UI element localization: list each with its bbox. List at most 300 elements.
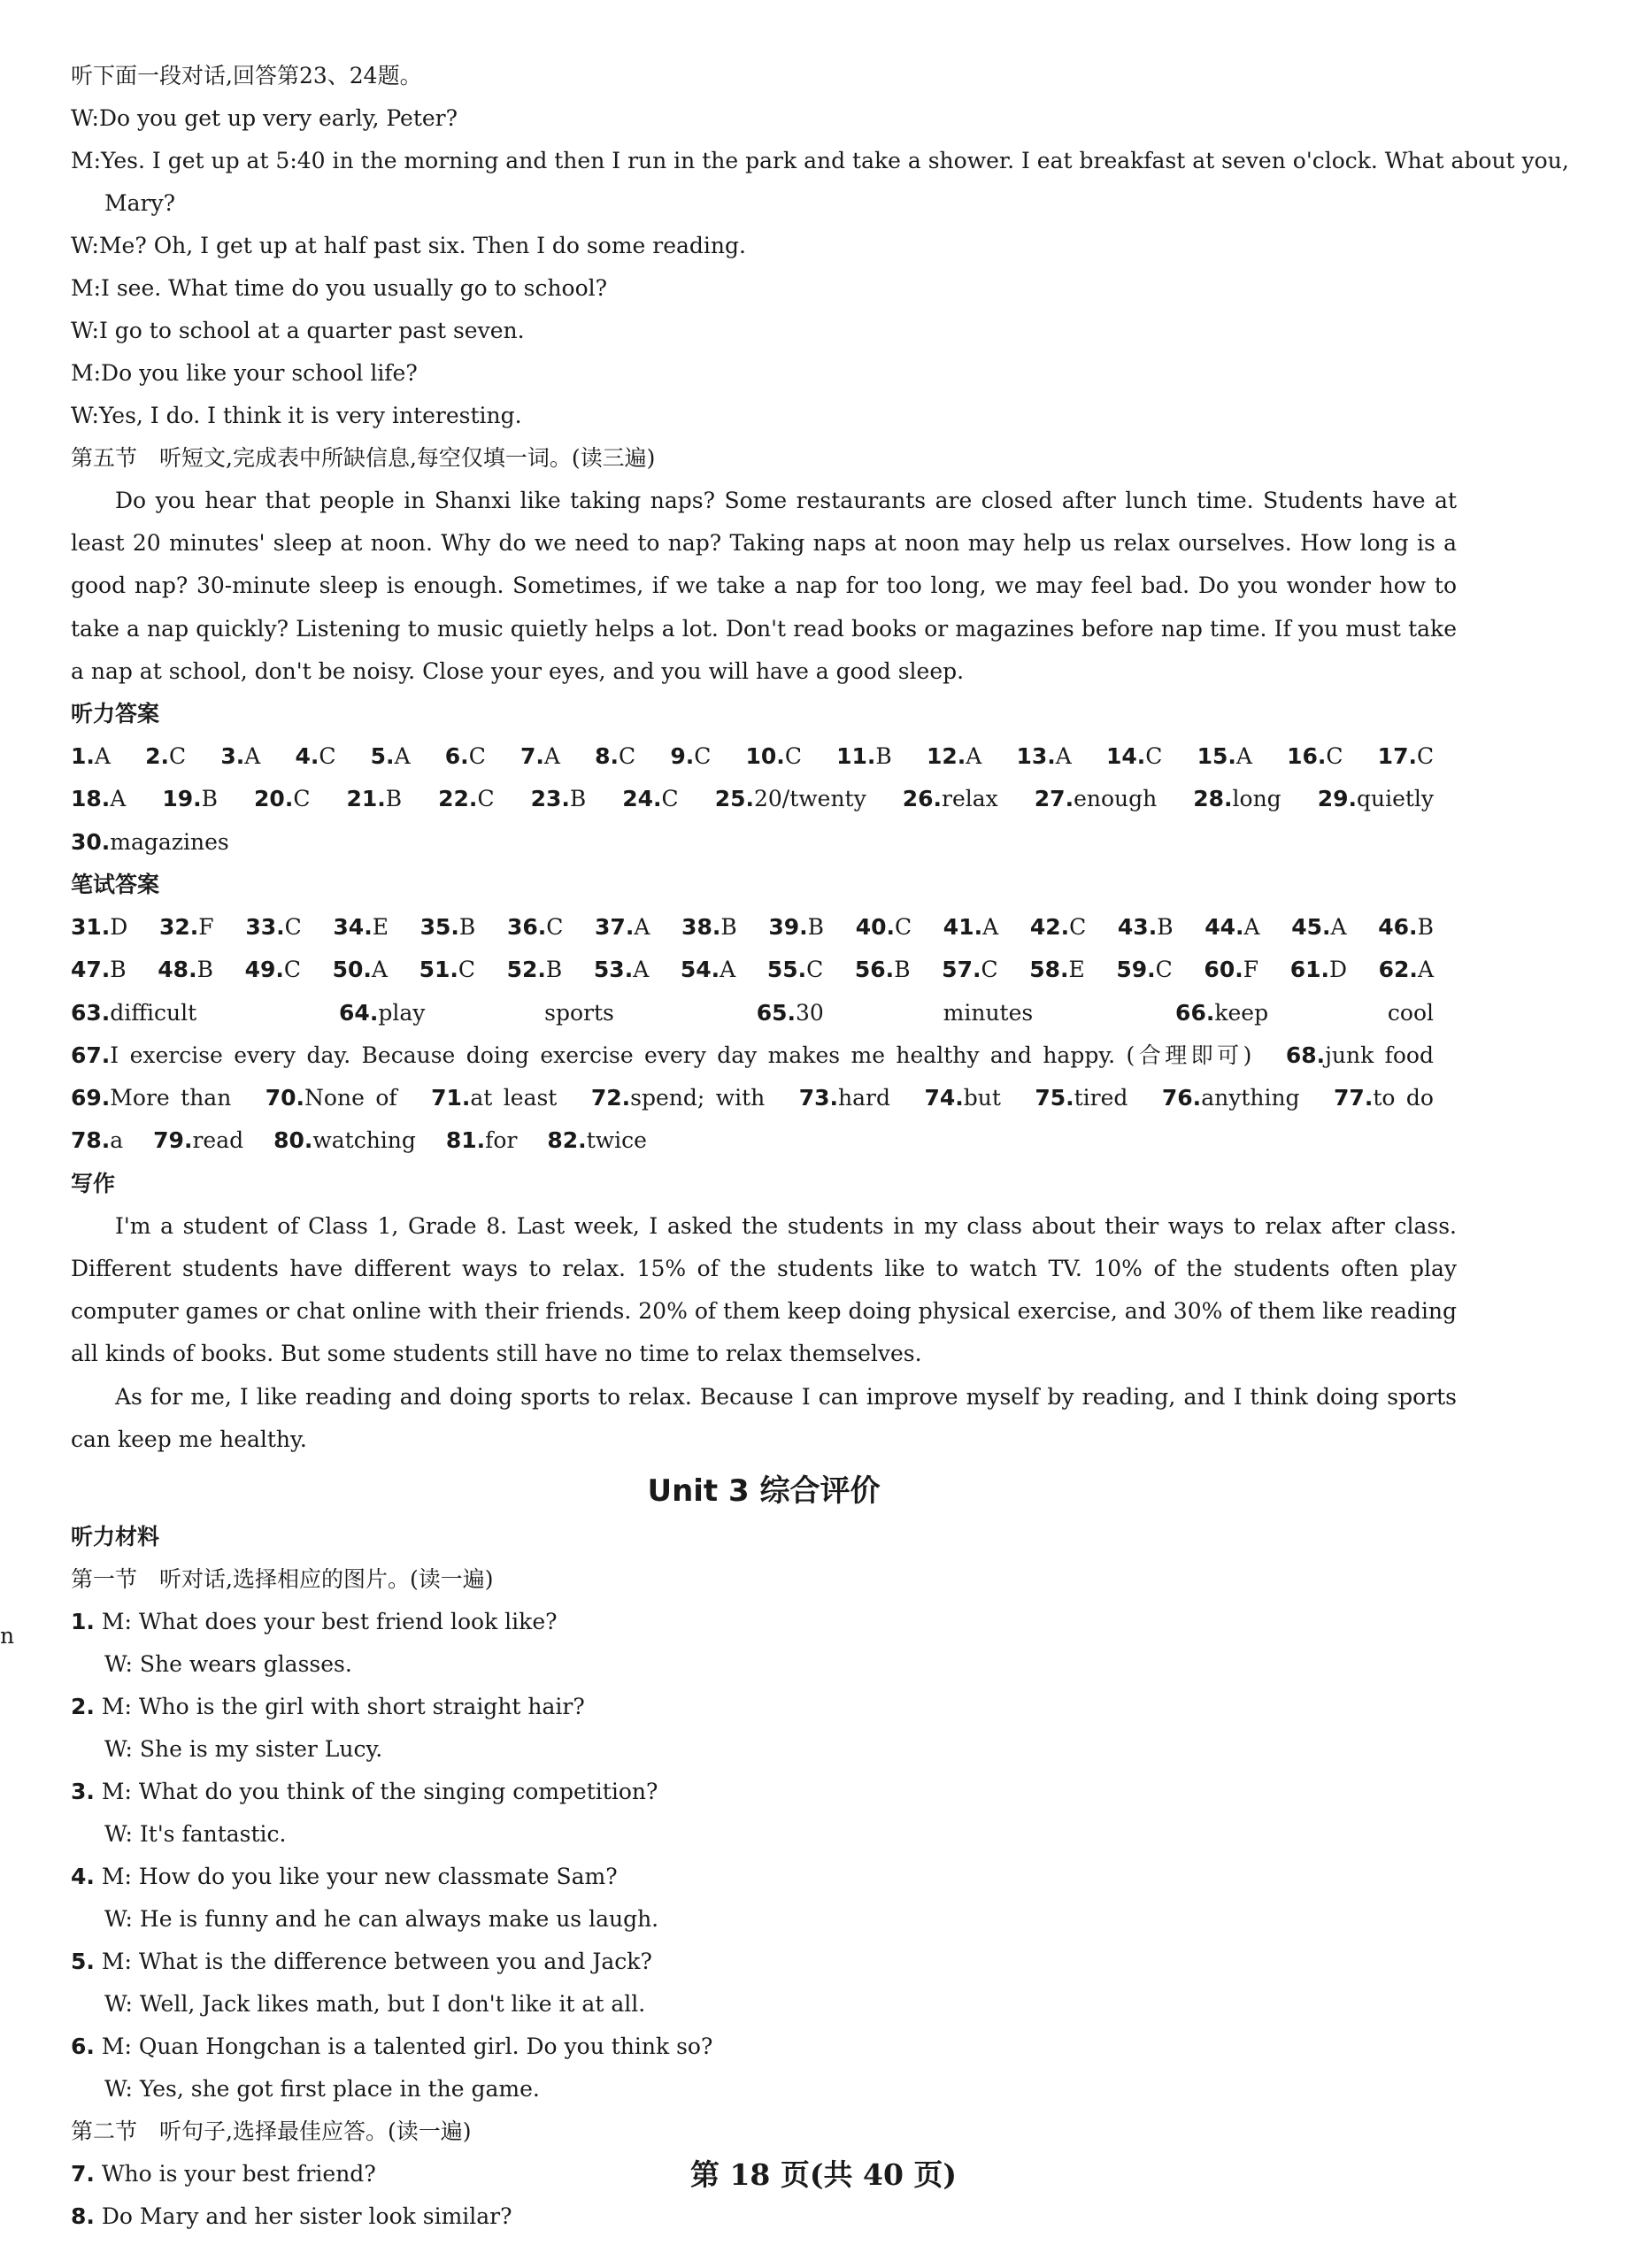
answer-item (1291, 914, 1346, 940)
answer-value: C (1326, 743, 1343, 770)
answer-item (420, 914, 476, 940)
answer-item (346, 786, 402, 811)
section5-passage: Do you hear that people in Shanxi like taking naps? Some restaurants are closed after lunch time. Students have at least 20 minutes' sleep at noon. Why do we need to nap? Taking naps at noon may help us relax ourselves. How long is a good nap? 30-minute sleep is enough. Sometimes, if we take a nap for too long, we may feel bad. Do you wonder how to take a nap quickly? Listening to music quietly helps a lot. Don't read books or magazines before nap time. If you must take a nap at school, don't be noisy. Close your eyes, and you will have a good sleep. (71, 488, 1457, 684)
answer-number: 47. (71, 957, 111, 983)
answer-number: 68. (1285, 1042, 1326, 1068)
answer-item (1193, 786, 1281, 811)
answer-value: C (293, 786, 311, 812)
answer-item (856, 914, 912, 940)
answer-item (670, 743, 711, 769)
answer-value: B (458, 913, 476, 940)
question-number: 1. (71, 1608, 95, 1634)
question-number: 6. (71, 2033, 95, 2059)
listening-answers-heading: 听力答案 (71, 701, 160, 727)
intro-instruction: 听下面一段对话,回答第23、24题。 (71, 63, 422, 88)
question-line (71, 1771, 1457, 1813)
answer-number: 33. (245, 913, 285, 940)
answer-value: A (94, 743, 111, 770)
answer-number: 5. (370, 743, 395, 770)
answer-number: 28. (1193, 786, 1233, 812)
answer-value: C (468, 743, 486, 770)
answer-number: 80. (273, 1127, 313, 1154)
written-answers (71, 906, 1457, 1163)
question-number: 3. (71, 1778, 95, 1804)
answer-item (903, 786, 998, 811)
answer-item (715, 786, 866, 811)
answer-item (371, 743, 411, 769)
answer-value: tired (1074, 1085, 1128, 1111)
answer-number: 49. (244, 957, 284, 983)
answer-item (431, 1085, 557, 1111)
answer-item (1204, 957, 1258, 982)
answer-item (295, 743, 335, 769)
writing-paragraph-2: As for me, I like reading and doing sports to relax. Because I can improve myself by reading, and I think doing sports can keep me healthy. (71, 1383, 1457, 1452)
answer-item (333, 957, 388, 982)
answer-item (1035, 1085, 1128, 1111)
answer-item (507, 914, 563, 940)
answer-number: 2. (145, 743, 170, 770)
question-text: Who is your best friend? (94, 2160, 376, 2187)
answer-value: long (1232, 786, 1281, 812)
answer-item (836, 743, 892, 769)
answer-value: but (963, 1085, 1001, 1111)
answer-value: B (1417, 913, 1434, 940)
section1-item (71, 1856, 1457, 1941)
answer-number: 16. (1287, 743, 1327, 770)
question-number: 2. (71, 1693, 95, 1719)
answer-value: I exercise every day. Because doing exercise every day makes me healthy and happy. (合理即可) (110, 1042, 1252, 1068)
answer-value: C (169, 743, 187, 770)
answer-number: 29. (1317, 786, 1357, 812)
answer-number: 31. (71, 913, 111, 940)
answer-number: 32. (159, 913, 199, 940)
answer-item (71, 743, 111, 769)
answer-number: 74. (924, 1085, 964, 1111)
answer-number: 19. (162, 786, 202, 812)
answer-value: E (1068, 957, 1085, 983)
answer-number: 7. (519, 743, 544, 770)
answer-number: 4. (295, 743, 319, 770)
answer-item (1162, 1085, 1300, 1111)
answer-value: A (394, 743, 411, 770)
writing-heading: 写作 (71, 1170, 116, 1196)
answer-item (1035, 786, 1157, 811)
answer-item (419, 957, 475, 982)
answer-item (927, 743, 981, 769)
answer-value: relax (942, 786, 998, 812)
answer-number: 14. (1105, 743, 1146, 770)
answer-value: read (192, 1127, 244, 1154)
answer-value: anything (1201, 1085, 1300, 1111)
answer-line: W: He is funny and he can always make us laugh. (104, 1905, 659, 1932)
answer-item (595, 914, 650, 940)
answer-value: A (982, 913, 999, 940)
answer-value: C (784, 743, 802, 770)
answer-value: C (1155, 957, 1173, 983)
answer-item (943, 914, 998, 940)
answer-number: 55. (766, 957, 807, 983)
answer-number: 75. (1035, 1085, 1074, 1111)
question-line (71, 1856, 1457, 1898)
answer-number: 25. (714, 786, 754, 812)
answer-number: 77. (1334, 1085, 1374, 1111)
section1-item (71, 1941, 1457, 2026)
answer-number: 66. (1175, 999, 1215, 1026)
answer-number: 41. (943, 913, 983, 940)
answer-number: 81. (445, 1127, 486, 1154)
answer-value: C (694, 743, 712, 770)
section1-items (71, 1601, 1457, 2110)
answer-item (71, 786, 126, 811)
answer-value: A (244, 743, 261, 770)
answer-value: F (1243, 957, 1259, 983)
answer-value: enough (1074, 786, 1158, 812)
dialogue-line: M:Yes. I get up at 5:40 in the morning and then I run in the park and take a shower. I eat breakfast at seven o'clock. What about you, (71, 148, 1569, 173)
answer-value: 30 minutes (796, 999, 1034, 1026)
answer-item (71, 1127, 123, 1153)
question-number: 5. (71, 1948, 95, 1974)
answer-number: 10. (745, 743, 785, 770)
answer-item (245, 957, 301, 982)
answer-value: B (807, 913, 825, 940)
answer-item (1016, 743, 1071, 769)
section2-item (71, 2195, 1457, 2238)
question-number: 7. (71, 2160, 95, 2187)
answer-item (622, 786, 678, 811)
answer-item (71, 957, 127, 982)
answer-line: W: Yes, she got first place in the game. (104, 2075, 540, 2102)
answer-value: hard (838, 1085, 890, 1111)
answer-item (1029, 957, 1085, 982)
answer-item (438, 786, 494, 811)
answer-item (245, 914, 301, 940)
answer-item (1197, 743, 1252, 769)
answer-item (153, 1127, 243, 1153)
answer-number: 39. (768, 913, 808, 940)
answer-number: 61. (1289, 957, 1329, 983)
answer-value: A (110, 786, 127, 812)
dialogue-line-continued: Mary? (104, 190, 175, 216)
answer-value: 20/twenty (753, 786, 866, 812)
answer-item (159, 914, 214, 940)
answer-number: 15. (1197, 743, 1236, 770)
answer-item (768, 914, 824, 940)
answer-value: play sports (378, 999, 614, 1026)
answer-value: A (633, 957, 650, 983)
answer-value: C (1416, 743, 1435, 770)
page-content (71, 55, 1569, 2238)
answer-item (1318, 786, 1434, 811)
answer-line: W: She wears glasses. (104, 1650, 352, 1677)
answer-number: 50. (332, 957, 372, 983)
unit-title: Unit 3 综合评价 (647, 1472, 881, 1509)
answer-item (681, 914, 737, 940)
answer-value: A (1235, 743, 1252, 770)
answer-item (757, 1000, 1034, 1026)
answer-value: B (875, 743, 892, 770)
answer-number: 71. (431, 1085, 471, 1111)
answer-value: C (661, 786, 679, 812)
answer-number: 46. (1378, 913, 1418, 940)
answer-value: C (283, 957, 301, 983)
answer-number: 37. (595, 913, 635, 940)
answer-item (1116, 957, 1172, 982)
question-text: Do Mary and her sister look similar? (94, 2203, 512, 2229)
dialogue-line: W:I go to school at a quarter past seven. (71, 318, 525, 343)
answer-number: 62. (1378, 957, 1418, 983)
answer-item (1379, 957, 1434, 982)
page-footer: 第 18 页(共 40 页) (689, 2157, 958, 2192)
answer-value: A (966, 743, 982, 770)
section1-item (71, 1686, 1457, 1771)
answer-number: 1. (71, 743, 95, 770)
question-line (71, 2026, 1457, 2068)
answer-item (446, 1127, 518, 1153)
answer-number: 13. (1016, 743, 1056, 770)
answer-number: 38. (681, 913, 721, 940)
answer-value: A (1330, 913, 1347, 940)
answer-value: C (284, 913, 302, 940)
answer-item (1378, 914, 1434, 940)
answer-number: 64. (339, 999, 379, 1026)
answer-number: 73. (798, 1085, 839, 1111)
answer-number: 22. (438, 786, 478, 812)
answer-number: 53. (593, 957, 634, 983)
answer-value: quietly (1356, 786, 1435, 812)
answer-item (254, 786, 310, 811)
answer-number: 11. (836, 743, 876, 770)
answer-number: 45. (1291, 913, 1331, 940)
answer-value: C (806, 957, 824, 983)
answer-value: C (546, 913, 564, 940)
answer-item (594, 957, 649, 982)
answer-value: to do (1373, 1085, 1434, 1111)
answer-number: 43. (1117, 913, 1158, 940)
answer-number: 3. (220, 743, 245, 770)
answer-value: C (458, 957, 476, 983)
answer-value: difficult (110, 999, 197, 1026)
answer-item (1030, 914, 1086, 940)
answer-number: 67. (71, 1042, 111, 1068)
answer-value: C (1145, 743, 1163, 770)
edge-mark: n (0, 1623, 15, 1649)
answer-number: 69. (71, 1085, 111, 1111)
question-text: M: What is the difference between you and Jack? (94, 1948, 652, 1974)
answer-value: A (720, 957, 736, 983)
section1-instruction: 第一节 听对话,选择相应的图片。(读一遍) (71, 1565, 494, 1592)
answer-item (339, 1000, 614, 1026)
answer-number: 63. (71, 999, 111, 1026)
answer-item (71, 1085, 231, 1111)
answer-value: B (110, 957, 127, 983)
answer-value: C (895, 913, 912, 940)
dialogue-line: W:Yes, I do. I think it is very interesting. (71, 403, 522, 428)
question-number: 4. (71, 1863, 95, 1889)
answer-item (1118, 914, 1174, 940)
answer-item (591, 1085, 765, 1111)
dialogue-23-24 (71, 97, 1569, 437)
answer-number: 78. (71, 1127, 111, 1154)
question-text: M: How do you like your new classmate Sam? (94, 1863, 618, 1889)
answer-item (1290, 957, 1347, 982)
answer-value: B (569, 786, 587, 812)
answer-item (520, 743, 560, 769)
answer-number: 56. (854, 957, 895, 983)
answer-item (71, 829, 229, 855)
answer-number: 34. (333, 913, 373, 940)
answer-number: 35. (419, 913, 459, 940)
answer-number: 20. (254, 786, 294, 812)
answer-value: A (634, 913, 650, 940)
answer-number: 82. (547, 1127, 587, 1154)
answer-item (71, 1042, 1251, 1068)
answer-number: 59. (1116, 957, 1156, 983)
answer-item (1286, 1042, 1434, 1068)
section1-item (71, 1601, 1457, 1686)
answer-item (799, 1085, 890, 1111)
answer-item (746, 743, 802, 769)
answer-value: B (545, 957, 563, 983)
answer-value: keep cool (1214, 999, 1435, 1026)
answer-number: 23. (530, 786, 570, 812)
dialogue-line: W:Do you get up very early, Peter? (71, 105, 458, 131)
answer-item (1175, 1000, 1434, 1026)
answer-line: W: It's fantastic. (104, 1820, 287, 1847)
answer-item (333, 914, 389, 940)
answer-line: W: She is my sister Lucy. (104, 1735, 383, 1762)
answer-value: A (1055, 743, 1072, 770)
answer-number: 30. (71, 828, 111, 855)
answer-number: 76. (1161, 1085, 1202, 1111)
dialogue-line: M:I see. What time do you usually go to school? (71, 275, 608, 301)
answer-value: B (201, 786, 219, 812)
answer-value: B (894, 957, 911, 983)
listening-answers (71, 735, 1457, 864)
answer-number: 54. (680, 957, 720, 983)
answer-number: 72. (590, 1085, 631, 1111)
answer-item (220, 743, 260, 769)
dialogue-line: W:Me? Oh, I get up at half past six. Then I do some reading. (71, 233, 746, 258)
answer-number: 24. (622, 786, 662, 812)
dialogue-line: M:Do you like your school life? (71, 360, 418, 386)
answer-value: a (110, 1127, 124, 1154)
answer-item (547, 1127, 647, 1153)
section5-instruction: 第五节 听短文,完成表中所缺信息,每空仅填一词。(读三遍) (71, 445, 656, 471)
answer-number: 18. (71, 786, 111, 812)
answer-value: watching (312, 1127, 416, 1154)
answer-value: spend; with (630, 1085, 766, 1111)
answer-value: D (1328, 957, 1348, 983)
answer-number: 27. (1034, 786, 1074, 812)
answer-number: 26. (902, 786, 943, 812)
answer-value: C (319, 743, 336, 770)
answer-item (855, 957, 911, 982)
answer-item (1334, 1085, 1434, 1111)
answer-value: F (198, 913, 214, 940)
answer-item (924, 1085, 1000, 1111)
answer-number: 57. (942, 957, 981, 983)
answer-value: A (1243, 913, 1260, 940)
answer-value: None of (304, 1085, 397, 1111)
answer-item (266, 1085, 397, 1111)
answer-value: B (1157, 913, 1174, 940)
section2-instruction: 第二节 听句子,选择最佳应答。(读一遍) (71, 2118, 472, 2144)
written-answers-heading: 笔试答案 (71, 871, 160, 897)
answer-value: B (720, 913, 737, 940)
section1-item (71, 1771, 1457, 1856)
question-number: 8. (71, 2203, 95, 2229)
answer-number: 70. (265, 1085, 305, 1111)
question-line (71, 1941, 1457, 1983)
answer-value: A (543, 743, 560, 770)
answer-number: 51. (419, 957, 458, 983)
answer-item (681, 957, 735, 982)
answer-number: 21. (346, 786, 386, 812)
answer-item (767, 957, 823, 982)
answer-item (162, 786, 218, 811)
answer-item (1378, 743, 1434, 769)
answer-value: C (619, 743, 636, 770)
answer-item (445, 743, 486, 769)
answer-value: C (1069, 913, 1087, 940)
answer-number: 52. (506, 957, 546, 983)
answer-value: A (371, 957, 388, 983)
answer-value: for (485, 1127, 518, 1154)
section1-item (71, 2026, 1457, 2110)
answer-item (1287, 743, 1343, 769)
answer-number: 42. (1029, 913, 1070, 940)
answer-number: 58. (1029, 957, 1069, 983)
answer-item (595, 743, 635, 769)
question-line (71, 1686, 1457, 1728)
answer-value: B (385, 786, 403, 812)
answer-value: C (477, 786, 495, 812)
answer-number: 9. (670, 743, 695, 770)
answer-item (942, 957, 997, 982)
listening-material-heading: 听力材料 (71, 1523, 160, 1549)
answer-value: C (981, 957, 998, 983)
answer-number: 65. (756, 999, 797, 1026)
answer-number: 44. (1204, 913, 1244, 940)
answer-value: twice (586, 1127, 647, 1154)
answer-value: junk food (1325, 1042, 1434, 1068)
answer-number: 60. (1204, 957, 1243, 983)
question-line (71, 1601, 1457, 1643)
answer-item (158, 957, 213, 982)
answer-line: W: Well, Jack likes math, but I don't like it at all. (104, 1990, 646, 2017)
answer-value: E (372, 913, 389, 940)
answer-value: A (1417, 957, 1434, 983)
answer-number: 48. (158, 957, 197, 983)
answer-number: 12. (926, 743, 966, 770)
answer-number: 36. (506, 913, 547, 940)
answer-number: 40. (855, 913, 895, 940)
answer-value: More than (110, 1085, 232, 1111)
answer-item (71, 1000, 196, 1026)
answer-item (1106, 743, 1162, 769)
question-text: M: Quan Hongchan is a talented girl. Do you think so? (94, 2033, 713, 2059)
answer-number: 6. (444, 743, 469, 770)
answer-value: B (196, 957, 213, 983)
answer-item (145, 743, 186, 769)
answer-value: magazines (110, 828, 229, 855)
answer-item (1204, 914, 1259, 940)
answer-item (507, 957, 563, 982)
answer-item (273, 1127, 416, 1153)
answer-number: 17. (1377, 743, 1417, 770)
question-text: M: What do you think of the singing competition? (94, 1778, 658, 1804)
writing-paragraph-1: I'm a student of Class 1, Grade 8. Last week, I asked the students in my class about their ways to relax after class. Different students have different ways to relax. 15% of the students like to watch TV. 10% of the students often play computer games or chat online with their friends. 20% of them keep doing physical exercise, and 30% of them like reading all kinds of books. But some students still have no time to relax themselves. (71, 1212, 1457, 1367)
